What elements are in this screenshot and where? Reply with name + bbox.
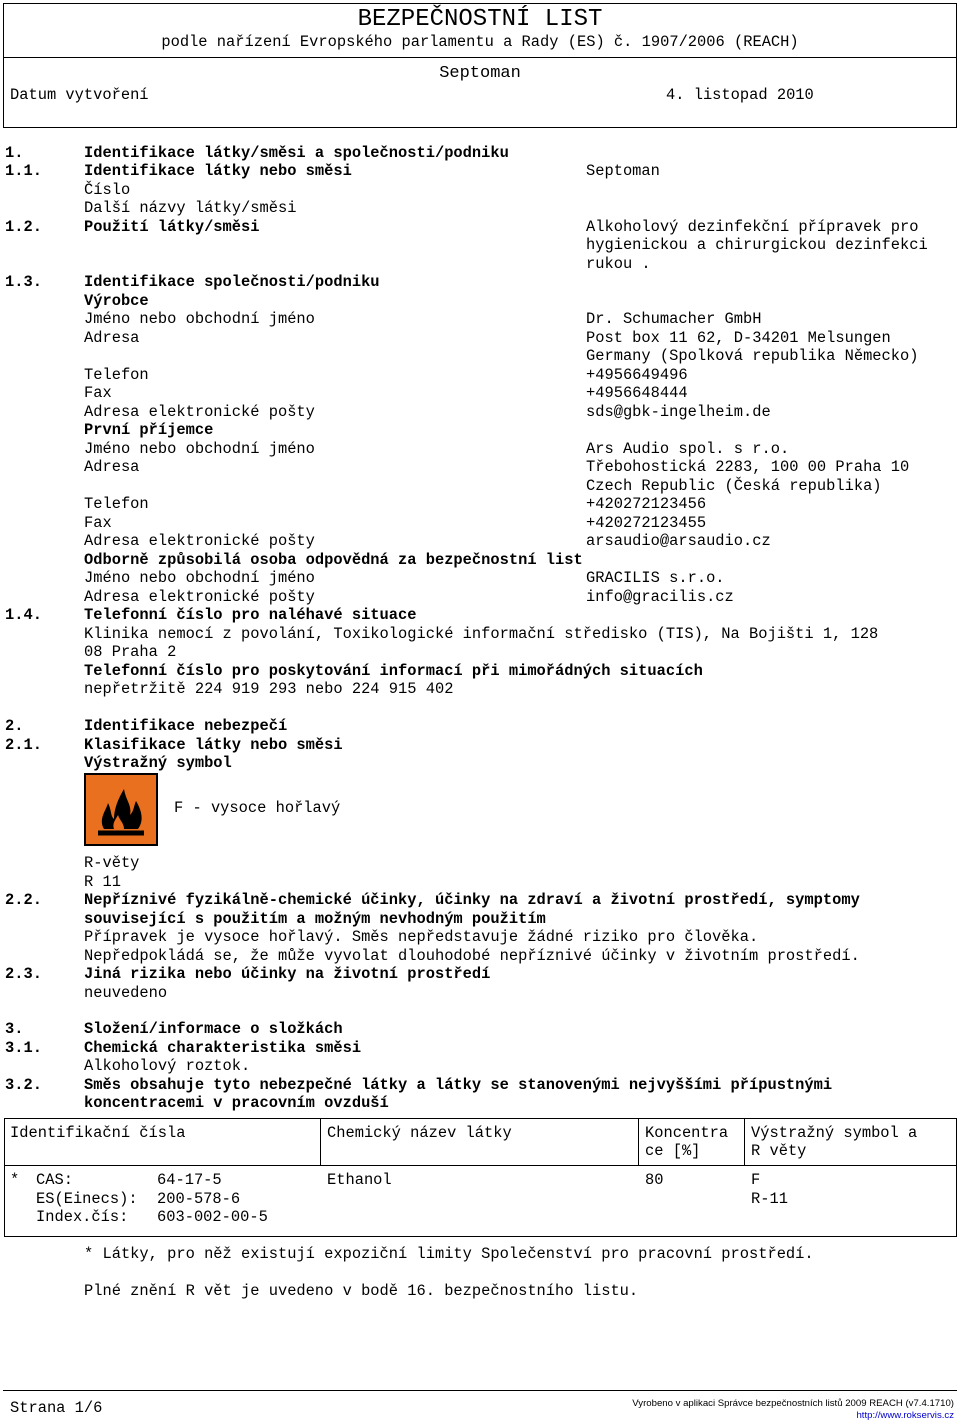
table-bottom-line bbox=[4, 1236, 957, 1237]
s13-fax-label: Fax bbox=[84, 384, 112, 402]
s13-p-addr-label: Adresa bbox=[84, 458, 140, 476]
row-cas-label: CAS: bbox=[36, 1171, 73, 1189]
s12-num: 1.2. bbox=[5, 218, 42, 236]
row-es-label: ES(Einecs): bbox=[36, 1190, 138, 1208]
footer-made: Vyrobeno v aplikaci Správce bezpečnostních listů 2009 REACH (v7.4.1710) bbox=[632, 1398, 954, 1409]
s13-p-email-value: arsaudio@arsaudio.cz bbox=[586, 532, 771, 550]
s11-dalsi: Další názvy látky/směsi bbox=[84, 199, 297, 217]
s1-title: Identifikace látky/směsi a společnosti/podniku bbox=[84, 144, 509, 162]
s11-value: Septoman bbox=[586, 162, 660, 180]
s21-symbol-text: F - vysoce hořlavý bbox=[174, 799, 341, 817]
s22-label1: Nepříznivé fyzikálně-chemické účinky, účinky na zdraví a životní prostředí, symptomy bbox=[84, 891, 860, 909]
s31-label: Chemická charakteristika směsi bbox=[84, 1039, 362, 1057]
th-conc2: ce [%] bbox=[645, 1142, 701, 1160]
table-header-line bbox=[4, 1165, 957, 1166]
table-v2 bbox=[320, 1118, 321, 1165]
th-id: Identifikační čísla bbox=[10, 1124, 186, 1142]
s13-p-addr-value1: Třebohostická 2283, 100 00 Praha 10 bbox=[586, 458, 910, 476]
s23-label: Jiná rizika nebo účinky na životní prostředí bbox=[84, 965, 491, 983]
s13-email-label: Adresa elektronické pošty bbox=[84, 403, 315, 421]
table-v4 bbox=[744, 1118, 745, 1165]
s1-num: 1. bbox=[5, 144, 24, 162]
table-v1 bbox=[4, 1118, 5, 1236]
s12-value: Alkoholový dezinfekční přípravek pro hygienickou a chirurgickou dezinfekci rukou . bbox=[586, 218, 928, 273]
footer-page: Strana 1/6 bbox=[10, 1399, 103, 1417]
note-1: * Látky, pro něž existují expoziční limity Společenství pro pracovní prostředí. bbox=[84, 1245, 814, 1263]
s13-odborne: Odborně způsobilá osoba odpovědná za bezpečnostní list bbox=[84, 551, 583, 569]
th-sym2: R věty bbox=[751, 1142, 807, 1160]
th-name: Chemický název látky bbox=[327, 1124, 512, 1142]
s22-label2: související s použitím a možným nevhodným použitím bbox=[84, 910, 546, 928]
s21-rvety: R-věty bbox=[84, 854, 140, 872]
row-idx: 603-002-00-5 bbox=[157, 1208, 268, 1226]
s21-num: 2.1. bbox=[5, 736, 42, 754]
s22-num: 2.2. bbox=[5, 891, 42, 909]
s3-title: Složení/informace o složkách bbox=[84, 1020, 343, 1038]
th-conc1: Koncentra bbox=[645, 1124, 729, 1142]
row-es: 200-578-6 bbox=[157, 1190, 241, 1208]
s13-name-label: Jméno nebo obchodní jméno bbox=[84, 310, 315, 328]
s32-label2: koncentracemi v pracovním ovzduší bbox=[84, 1094, 389, 1112]
s21-label: Klasifikace látky nebo směsi bbox=[84, 736, 343, 754]
s13-p-name-label: Jméno nebo obchodní jméno bbox=[84, 440, 315, 458]
s23-value: neuvedeno bbox=[84, 984, 168, 1002]
created-label: Datum vytvoření bbox=[10, 86, 149, 104]
created-date: 4. listopad 2010 bbox=[666, 86, 814, 104]
s22-text1: Přípravek je vysoce hořlavý. Směs nepředstavuje žádné riziko pro člověka. bbox=[84, 928, 759, 946]
s2-num: 2. bbox=[5, 717, 24, 735]
s13-tel-value: +4956649496 bbox=[586, 366, 688, 384]
s13-addr-value1: Post box 11 62, D-34201 Melsungen bbox=[586, 329, 891, 347]
row-name: Ethanol bbox=[327, 1171, 392, 1189]
note-2: Plné znění R vět je uvedeno v bodě 16. bezpečnostního listu. bbox=[84, 1282, 639, 1300]
s13-label: Identifikace společnosti/podniku bbox=[84, 273, 380, 291]
footer-url[interactable]: http://www.rokservis.cz bbox=[856, 1410, 954, 1421]
product-name: Septoman bbox=[439, 64, 521, 83]
s13-o-name-label: Jméno nebo obchodní jméno bbox=[84, 569, 315, 587]
s13-p-addr-value2: Czech Republic (Česká republika) bbox=[586, 477, 882, 495]
s13-vyrobce: Výrobce bbox=[84, 292, 149, 310]
s13-addr-label: Adresa bbox=[84, 329, 140, 347]
s3-num: 3. bbox=[5, 1020, 24, 1038]
s13-name-value: Dr. Schumacher GmbH bbox=[586, 310, 762, 328]
document-title: BEZPEČNOSTNÍ LIST bbox=[357, 6, 603, 33]
s11-cislo: Číslo bbox=[84, 181, 131, 199]
s13-o-email-label: Adresa elektronické pošty bbox=[84, 588, 315, 606]
row-cas: 64-17-5 bbox=[157, 1171, 222, 1189]
s21-symbol-label: Výstražný symbol bbox=[84, 754, 232, 772]
s13-tel-label: Telefon bbox=[84, 366, 149, 384]
s31-num: 3.1. bbox=[5, 1039, 42, 1057]
s13-o-name-value: GRACILIS s.r.o. bbox=[586, 569, 725, 587]
s21-r: R 11 bbox=[84, 873, 121, 891]
s14-label: Telefonní číslo pro naléhavé situace bbox=[84, 606, 417, 624]
row-conc: 80 bbox=[645, 1171, 664, 1189]
s14-line2: 08 Praha 2 bbox=[84, 643, 177, 661]
table-v5 bbox=[956, 1118, 957, 1236]
s13-p-email-label: Adresa elektronické pošty bbox=[84, 532, 315, 550]
s22-text2: Nepředpokládá se, že může vyvolat dlouhodobé nepříznivé účinky v životním prostředí. bbox=[84, 947, 860, 965]
flame-icon bbox=[84, 773, 158, 846]
s13-email-value: sds@gbk-ingelheim.de bbox=[586, 403, 771, 421]
row-idx-label: Index.čís: bbox=[36, 1208, 129, 1226]
s13-p-name-value: Ars Audio spol. s r.o. bbox=[586, 440, 790, 458]
s32-label1: Směs obsahuje tyto nebezpečné látky a látky se stanovenými nejvyššími přípustnými bbox=[84, 1076, 833, 1094]
row-star: * bbox=[10, 1171, 20, 1189]
th-sym1: Výstražný symbol a bbox=[751, 1124, 918, 1142]
row-sym: F bbox=[751, 1171, 761, 1189]
table-top-line bbox=[4, 1118, 957, 1119]
s23-num: 2.3. bbox=[5, 965, 42, 983]
s13-o-email-value: info@gracilis.cz bbox=[586, 588, 734, 606]
s14-sub: Telefonní číslo pro poskytování informací při mimořádných situacích bbox=[84, 662, 703, 680]
document-subtitle: podle nařízení Evropského parlamentu a Rady (ES) č. 1907/2006 (REACH) bbox=[161, 33, 799, 51]
s13-num: 1.3. bbox=[5, 273, 42, 291]
row-r: R-11 bbox=[751, 1190, 788, 1208]
s13-addr-value2: Germany (Spolková republika Německo) bbox=[586, 347, 919, 365]
s13-p-fax-label: Fax bbox=[84, 514, 112, 532]
s14-line1: Klinika nemocí z povolání, Toxikologické informační středisko (TIS), Na Bojišti 1, 128 bbox=[84, 625, 879, 643]
s13-prijemce: První příjemce bbox=[84, 421, 214, 439]
s32-num: 3.2. bbox=[5, 1076, 42, 1094]
s14-num: 1.4. bbox=[5, 606, 42, 624]
s12-label: Použití látky/směsi bbox=[84, 218, 260, 236]
s2-title: Identifikace nebezpečí bbox=[84, 717, 288, 735]
s11-label: Identifikace látky nebo směsi bbox=[84, 162, 352, 180]
s13-p-tel-value: +420272123456 bbox=[586, 495, 707, 513]
table-v3 bbox=[638, 1118, 639, 1165]
s13-fax-value: +4956648444 bbox=[586, 384, 688, 402]
s11-num: 1.1. bbox=[5, 162, 42, 180]
s13-p-tel-label: Telefon bbox=[84, 495, 149, 513]
s31-value: Alkoholový roztok. bbox=[84, 1057, 251, 1075]
s14-sub-value: nepřetržitě 224 919 293 nebo 224 915 402 bbox=[84, 680, 454, 698]
s13-p-fax-value: +420272123455 bbox=[586, 514, 707, 532]
